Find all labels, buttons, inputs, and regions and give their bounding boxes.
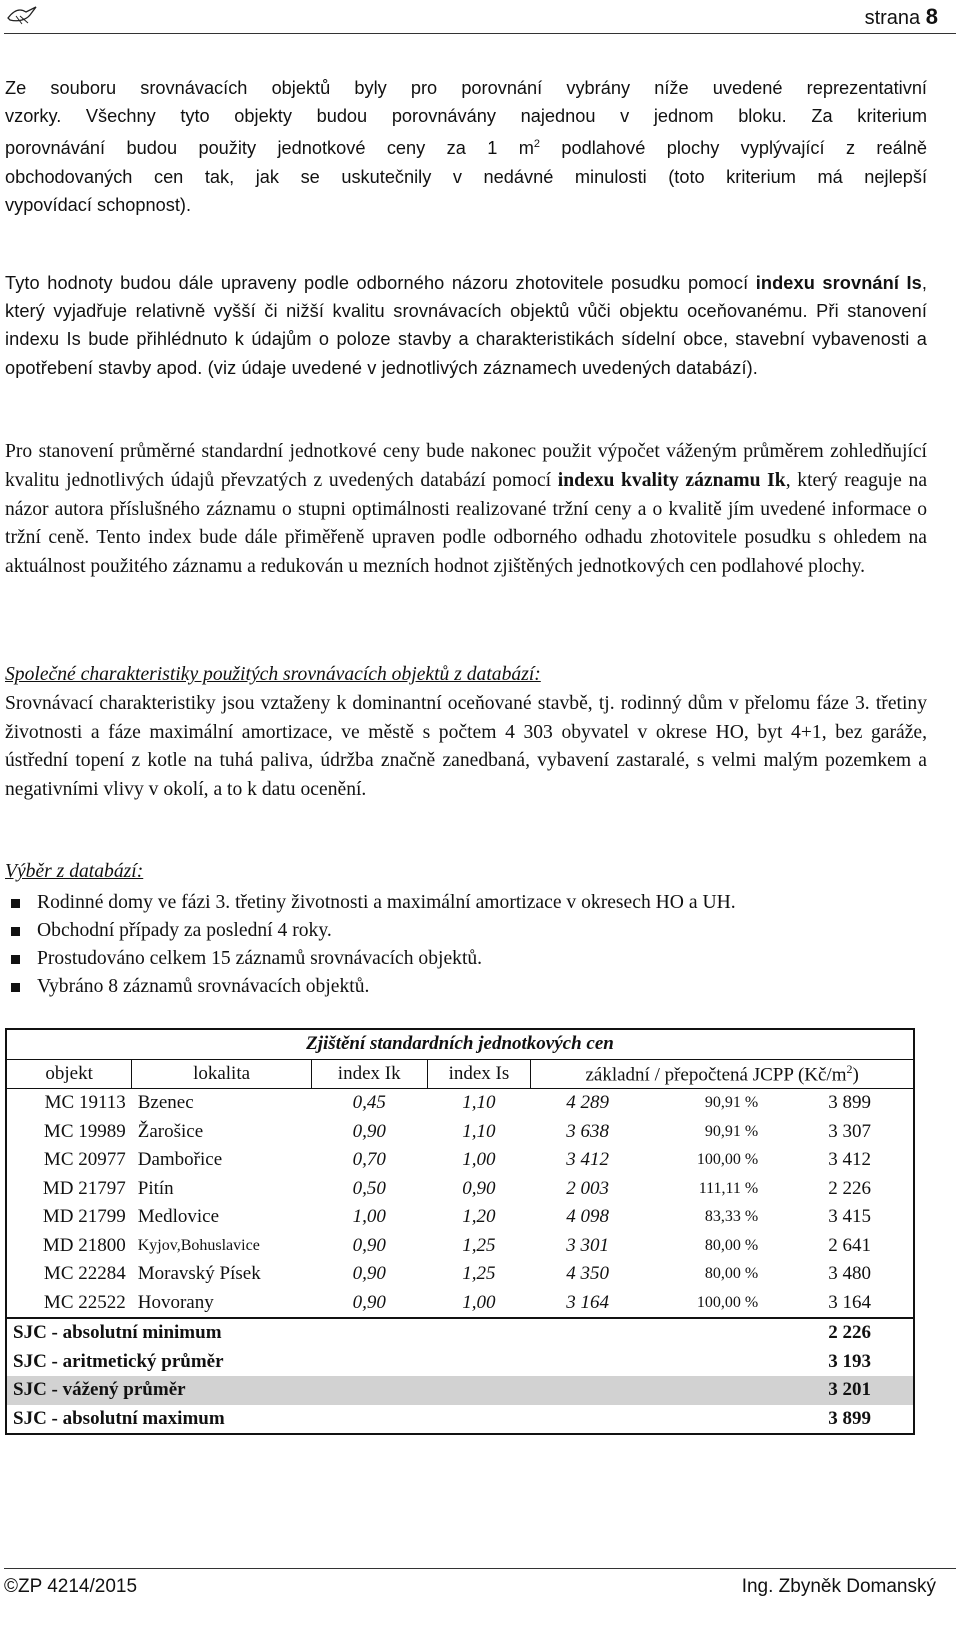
cell-objekt: MD 21799 (42, 1206, 126, 1228)
header-objekt: objekt (6, 1059, 132, 1089)
cell-lokalita: Pitín (137, 1177, 174, 1199)
list-item-text: Vybráno 8 záznamů srovnávacích objektů. (37, 976, 370, 998)
cell-zakladni: 4 350 (566, 1263, 609, 1285)
intro-line-4: obchodovaných cen tak, jak se uskutečnily v nedávné minulosti (toto kriterium má nejlepší (5, 166, 927, 187)
list-item (5, 917, 927, 945)
index-ik-text-a: Pro stanovení průměrné standardní jednotkové ceny bude nakonec použit výpočet váženým průměrem zohledňující kvalitu jednotlivých údajů převzatých z uvedených databází pomocí (5, 441, 927, 491)
cell-lokalita: Dambořice (137, 1149, 223, 1171)
footer-right: Ing. Zbyněk Domanský (741, 1576, 936, 1597)
paragraph-index-ik (5, 438, 927, 582)
cell-objekt: MC 22522 (43, 1291, 126, 1313)
selection-list (5, 889, 927, 1002)
intro-line-1: Ze souboru srovnávacích objektů byly pro porovnání vybrány níže uvedené reprezentativní (5, 78, 927, 98)
bullet-square-icon (11, 983, 20, 992)
cell-lokalita: Moravský Písek (137, 1263, 261, 1285)
intro-line-5: vypovídací schopnost). (5, 194, 192, 215)
cell-zakladni: 3 638 (566, 1120, 609, 1142)
cell-zakladni: 3 412 (566, 1149, 609, 1171)
footer-divider (4, 1568, 956, 1569)
cell-ik: 0,90 (352, 1263, 386, 1285)
cell-lokalita: Kyjov,Bohuslavice (137, 1236, 260, 1254)
summary-value: 2 226 (764, 1318, 914, 1348)
table-caption: Zjištění standardních jednotkových cen (306, 1033, 614, 1055)
paragraph-characteristics (5, 661, 927, 805)
index-is-bold: indexu srovnání Is (755, 273, 922, 293)
price-table-grid (5, 1028, 915, 1435)
summary-row-max (6, 1405, 914, 1435)
intro-line-3b: podlahové plochy vyplývající z reálně (540, 138, 927, 159)
summary-row-weighted (6, 1376, 914, 1405)
cell-lokalita: Bzenec (137, 1092, 194, 1114)
cell-is: 1,10 (462, 1120, 496, 1142)
dove-icon (6, 4, 40, 26)
cell-prepoctena: 2 226 (828, 1177, 871, 1199)
cell-zakladni: 4 098 (566, 1206, 609, 1228)
page-label: strana (864, 7, 921, 29)
header-index-is: index Is (427, 1059, 531, 1089)
paragraph-intro (5, 74, 927, 219)
summary-value: 3 201 (764, 1376, 914, 1405)
summary-value: 3 899 (828, 1407, 871, 1429)
header-jcpp-close: ) (852, 1063, 859, 1085)
cell-prepoctena: 3 899 (828, 1092, 871, 1114)
list-item (5, 889, 927, 917)
paragraph-index-is (5, 269, 927, 382)
summary-label: SJC - aritmetický průměr (13, 1350, 224, 1372)
cell-pct: 90,91 % (704, 1122, 759, 1140)
cell-objekt: MD 21797 (42, 1177, 126, 1199)
cell-pct: 100,00 % (696, 1151, 759, 1169)
list-item (5, 973, 927, 1001)
cell-pct: 111,11 % (698, 1179, 759, 1197)
cell-is: 1,00 (462, 1149, 496, 1171)
cell-objekt: MC 20977 (43, 1149, 126, 1171)
cell-lokalita: Hovorany (137, 1291, 214, 1313)
cell-lokalita: Žarošice (137, 1120, 204, 1142)
cell-ik: 0,90 (352, 1291, 386, 1313)
cell-objekt: MD 21800 (42, 1234, 126, 1256)
superscript-2: 2 (533, 138, 540, 151)
table-row (6, 1232, 914, 1261)
cell-pct: 100,00 % (696, 1293, 759, 1311)
summary-value: 3 193 (828, 1350, 871, 1372)
summary-row-avg (6, 1348, 914, 1377)
index-is-text (5, 269, 927, 382)
cell-zakladni: 2 003 (566, 1177, 609, 1199)
table-caption-row (6, 1029, 914, 1059)
table-row (6, 1203, 914, 1232)
cell-prepoctena: 3 480 (828, 1263, 871, 1285)
table-row (6, 1175, 914, 1204)
cell-is: 1,10 (462, 1092, 496, 1114)
cell-zakladni: 4 289 (566, 1092, 609, 1114)
header-divider (4, 33, 956, 34)
intro-line-3a: porovnávání budou použity jednotkové ceny za 1 m (5, 138, 534, 159)
cell-ik: 0,50 (352, 1177, 386, 1199)
cell-prepoctena: 3 412 (828, 1149, 871, 1171)
table-row (6, 1146, 914, 1175)
intro-line-3 (5, 130, 927, 162)
list-item-text: Obchodní případy za poslední 4 roky. (37, 920, 332, 941)
index-is-text-b: , který vyjadřuje relativně vyšší či nižší kvalitu srovnávacích objektů vůči objektu oceňovanému. Při stanovení indexu Is bude přihlédnuto k údajům o poloze stavby a charakteristikách sídelní obce, stavební vybavenosti a opotřebení stavby apod. (viz údaje uvedené v jednotlivých záznamech uvedených databází). (5, 273, 927, 378)
intro-line-2: vzorky. Všechny tyto objekty budou porovnávány najednou v jednom bloku. Za kriterium (5, 106, 927, 127)
cell-pct: 80,00 % (704, 1236, 759, 1254)
cell-is: 1,00 (462, 1291, 496, 1313)
header-lokalita: lokalita (132, 1059, 312, 1089)
header-index-ik: index Ik (311, 1059, 427, 1089)
cell-is: 1,25 (462, 1263, 496, 1285)
header-jcpp-text: základní / přepočtená JCPP (Kč/m (585, 1063, 847, 1085)
index-ik-bold: indexu kvality záznamu Ik (557, 469, 786, 491)
cell-pct: 80,00 % (704, 1265, 759, 1283)
summary-label: SJC - vážený průměr (6, 1376, 764, 1405)
summary-label: SJC - absolutní minimum (6, 1318, 764, 1348)
index-ik-text-b: , který reaguje na názor autora příslušného záznamu o stupni optimálnosti realizované tržní ceny a o kvalitě jím uvedené informace o tržní ceně. Tento index bude dále přiměřeně upraven podle odborného odhadu zhotovitele posudku s ohledem na aktuálnost použitého záznamu a redukován u mezních hodnot zjištěných jednotkových cen podlahové plochy. (5, 469, 928, 578)
index-ik-text (5, 438, 927, 582)
list-item (5, 945, 927, 973)
selection-heading: Výběr z databází: (5, 861, 144, 882)
header-jcpp-sup: 2 (846, 1061, 853, 1076)
cell-pct: 90,91 % (704, 1094, 759, 1112)
bullet-square-icon (11, 927, 20, 936)
characteristics-heading: Společné charakteristiky použitých srovnávacích objektů z databází: (5, 664, 541, 685)
cell-is: 1,25 (462, 1234, 496, 1256)
list-item-text: Rodinné domy ve fázi 3. třetiny životnosti a maximální amortizace v okresech HO a UH. (37, 891, 736, 913)
table-row (6, 1260, 914, 1289)
cell-prepoctena: 2 641 (828, 1234, 871, 1256)
cell-ik: 0,90 (352, 1234, 386, 1256)
table-row (6, 1289, 914, 1319)
cell-objekt: MC 22284 (43, 1263, 126, 1285)
summary-label: SJC - absolutní maximum (13, 1407, 225, 1429)
cell-prepoctena: 3 164 (828, 1291, 871, 1313)
cell-ik: 0,70 (352, 1149, 386, 1171)
cell-objekt: MC 19113 (44, 1092, 126, 1114)
bullet-square-icon (11, 955, 20, 964)
header-jcpp (531, 1059, 914, 1089)
cell-ik: 0,45 (352, 1092, 386, 1114)
cell-is: 0,90 (462, 1177, 496, 1199)
bullet-square-icon (11, 899, 20, 908)
cell-prepoctena: 3 415 (828, 1206, 871, 1228)
table-header-row (6, 1059, 914, 1089)
page-number-value: 8 (925, 4, 938, 29)
summary-row-min (6, 1318, 914, 1348)
list-item-text: Prostudováno celkem 15 záznamů srovnávacích objektů. (37, 948, 483, 970)
cell-ik: 0,90 (352, 1120, 386, 1142)
cell-pct: 83,33 % (704, 1208, 759, 1226)
cell-prepoctena: 3 307 (828, 1120, 871, 1142)
cell-objekt: MC 19989 (43, 1120, 126, 1142)
cell-lokalita: Medlovice (137, 1206, 220, 1228)
cell-is: 1,20 (462, 1206, 496, 1228)
page-number (865, 4, 938, 30)
cell-zakladni: 3 164 (566, 1291, 609, 1313)
table-row (6, 1089, 914, 1118)
cell-ik: 1,00 (352, 1206, 386, 1228)
footer-left: ©ZP 4214/2015 (4, 1576, 138, 1597)
price-table (5, 1028, 915, 1435)
index-is-text-a: Tyto hodnoty budou dále upraveny podle odborného názoru zhotovitele posudku pomocí (5, 273, 756, 293)
table-row (6, 1118, 914, 1147)
cell-zakladni: 3 301 (566, 1234, 609, 1256)
paragraph-selection (5, 858, 927, 1002)
characteristics-text: Srovnávací charakteristiky jsou vztaženy k dominantní oceňované stavbě, tj. rodinný dům v přelomu fáze 3. třetiny životnosti a fáze maximální amortizace, ve městě s počtem 4 303 obyvatel v okrese HO, byt 4+1, bez garáže, ústřední topení z kotle na tuhá paliva, údržba značně zanedbaná, vybavení zastaralé, s velmi malým pozemkem a negativními vlivy v okolí, a to k datu ocenění. (5, 692, 927, 801)
